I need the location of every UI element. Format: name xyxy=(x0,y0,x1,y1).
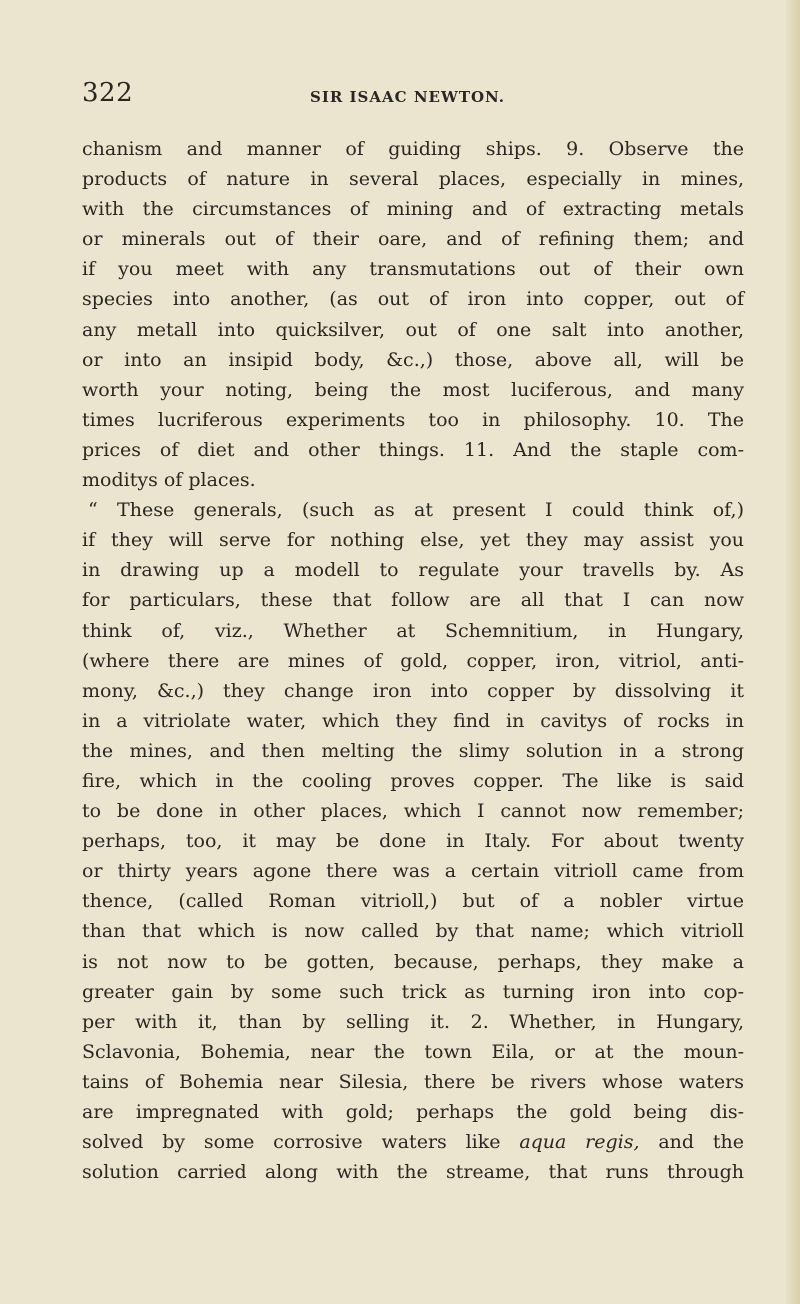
text-line-with-italic xyxy=(82,1127,744,1157)
text-line: worth your noting, being the most luciferous, and many xyxy=(82,378,744,401)
text-line: mony, &c.,) they change iron into copper by dissolving it xyxy=(82,679,744,702)
text-line: tains of Bohemia near Silesia, there be rivers whose waters xyxy=(82,1070,744,1093)
running-head: SIR ISAAC NEWTON. xyxy=(310,88,506,106)
text-line: species into another, (as out of iron into copper, out of xyxy=(82,288,744,311)
text-line: prices of diet and other things. 11. And the staple com- xyxy=(82,438,744,461)
text-line: per with it, than by selling it. 2. Whether, in Hungary, xyxy=(82,1010,744,1033)
page-edge xyxy=(786,0,800,1304)
text-line: with the circumstances of mining and of extracting metals xyxy=(82,198,744,221)
text-line: chanism and manner of guiding ships. 9. Observe the xyxy=(82,138,744,160)
text-line: Sclavonia, Bohemia, near the town Eila, or at the moun- xyxy=(82,1040,744,1063)
text-line: think of, viz., Whether at Schemnitium, in Hungary, xyxy=(82,619,744,642)
text-line: fire, which in the cooling proves copper. The like is said xyxy=(82,769,744,792)
text-fragment: solved by some corrosive waters like xyxy=(82,1131,501,1154)
text-line: times lucriferous experiments too in philosophy. 10. The xyxy=(82,408,744,431)
text-line: are impregnated with gold; perhaps the gold being dis- xyxy=(82,1101,744,1123)
text-line: moditys of places. xyxy=(82,469,256,492)
text-line: solution carried along with the streame, that runs through xyxy=(82,1161,744,1184)
text-line: in drawing up a modell to regulate your travells by. As xyxy=(82,559,744,582)
text-line: or thirty years agone there was a certain vitrioll came from xyxy=(82,860,744,883)
text-line: “ These generals, (such as at present I could think of,) xyxy=(88,499,744,522)
page-number: 322 xyxy=(82,78,134,108)
text-line: thence, (called Roman vitrioll,) but of a nobler virtue xyxy=(82,890,744,913)
text-line: to be done in other places, which I cannot now remember; xyxy=(82,800,744,823)
text-line: than that which is now called by that name; which vitrioll xyxy=(82,920,744,943)
text-line: perhaps, too, it may be done in Italy. For about twenty xyxy=(82,830,744,853)
text-line: any metall into quicksilver, out of one salt into another, xyxy=(82,318,744,341)
text-line: products of nature in several places, especially in mines, xyxy=(82,168,744,191)
text-line: (where there are mines of gold, copper, iron, vitriol, anti- xyxy=(82,649,744,672)
text-line: greater gain by some such trick as turning iron into cop- xyxy=(82,980,744,1003)
page-header xyxy=(82,78,742,118)
text-line: if you meet with any transmutations out of their own xyxy=(82,258,744,281)
text-line: for particulars, these that follow are all that I can now xyxy=(82,589,744,612)
text-line: or into an insipid body, &c.,) those, above all, will be xyxy=(82,348,744,371)
italic-phrase: aqua regis, xyxy=(519,1131,640,1154)
text-line: in a vitriolate water, which they find in cavitys of rocks in xyxy=(82,709,744,732)
text-line: or minerals out of their oare, and of refining them; and xyxy=(82,228,744,251)
text-fragment: and the xyxy=(658,1131,744,1154)
text-line: is not now to be gotten, because, perhaps, they make a xyxy=(82,950,744,973)
body-text xyxy=(82,134,744,1187)
text-line: the mines, and then melting the slimy solution in a strong xyxy=(82,739,744,762)
text-line: if they will serve for nothing else, yet they may assist you xyxy=(82,529,744,552)
